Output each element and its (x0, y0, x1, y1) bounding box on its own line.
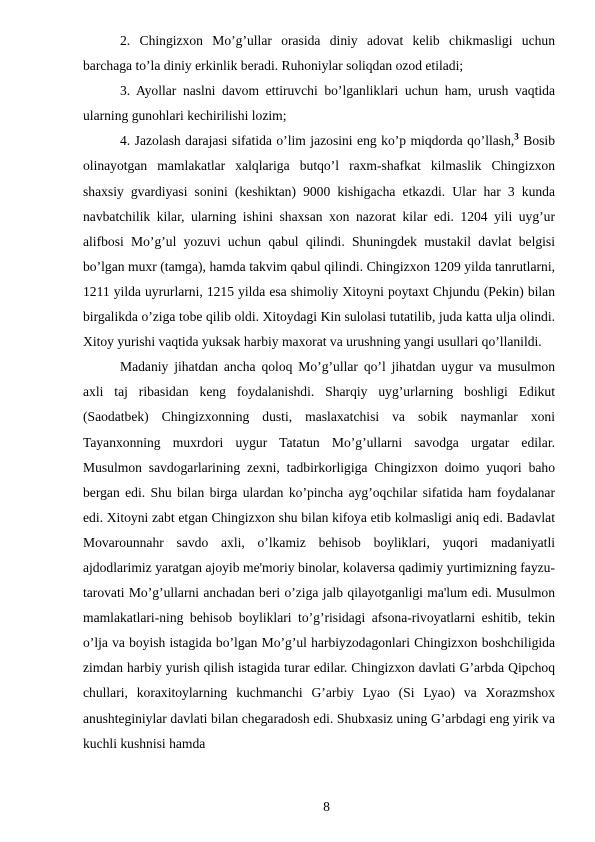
paragraph-madaniy (83, 354, 555, 756)
paragraph-text: 3. Ayollar naslni davom ettiruvchi bo’lganliklari uchun ham, urush vaqtida ularning gunohlari kechirilishi lozim; (83, 83, 555, 124)
page-number: 8 (323, 799, 330, 814)
footnote-marker[interactable]: 3 (514, 131, 519, 142)
paragraph-text: Madaniy jihatdan ancha qoloq Mo’g’ullar qo’l jihatdan uygur va musulmon axli taj ribasidan keng foydalanishdi. Sharqiy uyg’urlarning boshligi Edikut (Saodatbek) Chingizxonning dusti, maslaxatchisi va sobik naymanlar xoni Tayanxonning muxrdori uygur Tatatun Mo’g’ullarni savodga urgatar edilar. Musulmon savdogarlarining zexni, tadbirkorligiga Chingizxon doimo yuqori baho bergan edi. Shu bilan birga ulardan ko’pincha ayg’oqchilar sifatida ham foydalanar edi. Xitoyni zabt etgan Chingizxon shu bilan kifoya etib kolmasligi aniq edi. Badavlat Movarounnahr savdo axli, o’lkamiz behisob boyliklari, yuqori madaniyatli ajdodlarimiz yaratgan ajoyib me'moriy binolar, kolaversa qadimiy yurtimizning fayzu-tarovati Mo’g’ullarni anchadan beri o’ziga jalb qilayotganligi ma'lum edi. Musulmon mamlakatlari-ning behisob boyliklari to’g’risidagi afsona-rivoyatlarni eshitib, tekin o’lja va boyish istagida bo’lgan Mo’g’ul harbiyzodagonlari Chingizxon boshchiligida zimdan harbiy yurish qilish istagida turar edilar. Chingizxon davlati G’arbda Qipchoq chullari, koraxitoylarning kuchmanchi G’arbiy Lyao (Si Lyao) va Xorazmshox anushteginiylar davlati bilan chegaradosh edi. Shubxasiz uning G’arbdagi eng yirik va kuchli kushnisi hamda (83, 359, 555, 751)
paragraph-4 (83, 128, 555, 354)
paragraph-text-continued: Bosib olinayotgan mamlakatlar xalqlariga butqo’l raxm-shafkat kilmaslik Chingizxon shaxsiy gvardiyasi sonini (keshiktan) 9000 kishigacha etkazdi. Ular har 3 kunda navbatchilik kilar, ularning ishini shaxsan xon nazorat kilar edi. 1204 yili uyg’ur alifbosi Mo’g’ul yozuvi uchun qabul qilindi. Shuningdek mustakil davlat belgisi bo’lgan muxr (tamga), hamda takvim qabul qilindi. Chingizxon 1209 yilda tanrutlarni, 1211 yilda uyrurlarni, 1215 yilda esa shimoliy Xitoyni poytaxt Chjundu (Pekin) bilan birgalikda o’ziga tobe qilib oldi. Xitoydagi Kin sulolasi tutatilib, juda katta ulja olindi. Xitoy yurishi vaqtida yuksak harbiy maxorat va urushning yangi usullari qo’llanildi. (83, 133, 555, 350)
paragraph-text: 2. Chingizxon Mo’g’ullar orasida diniy adovat kelib chikmasligi uchun barchaga to’la diniy erkinlik beradi. Ruhoniylar soliqdan ozod etiladi; (83, 33, 555, 74)
paragraph-text: 4. Jazolash darajasi sifatida o’lim jazosini eng ko’p miqdorda qo’llash, (120, 133, 515, 149)
body-text (83, 28, 555, 756)
paragraph-2 (83, 28, 555, 78)
paragraph-3 (83, 78, 555, 128)
